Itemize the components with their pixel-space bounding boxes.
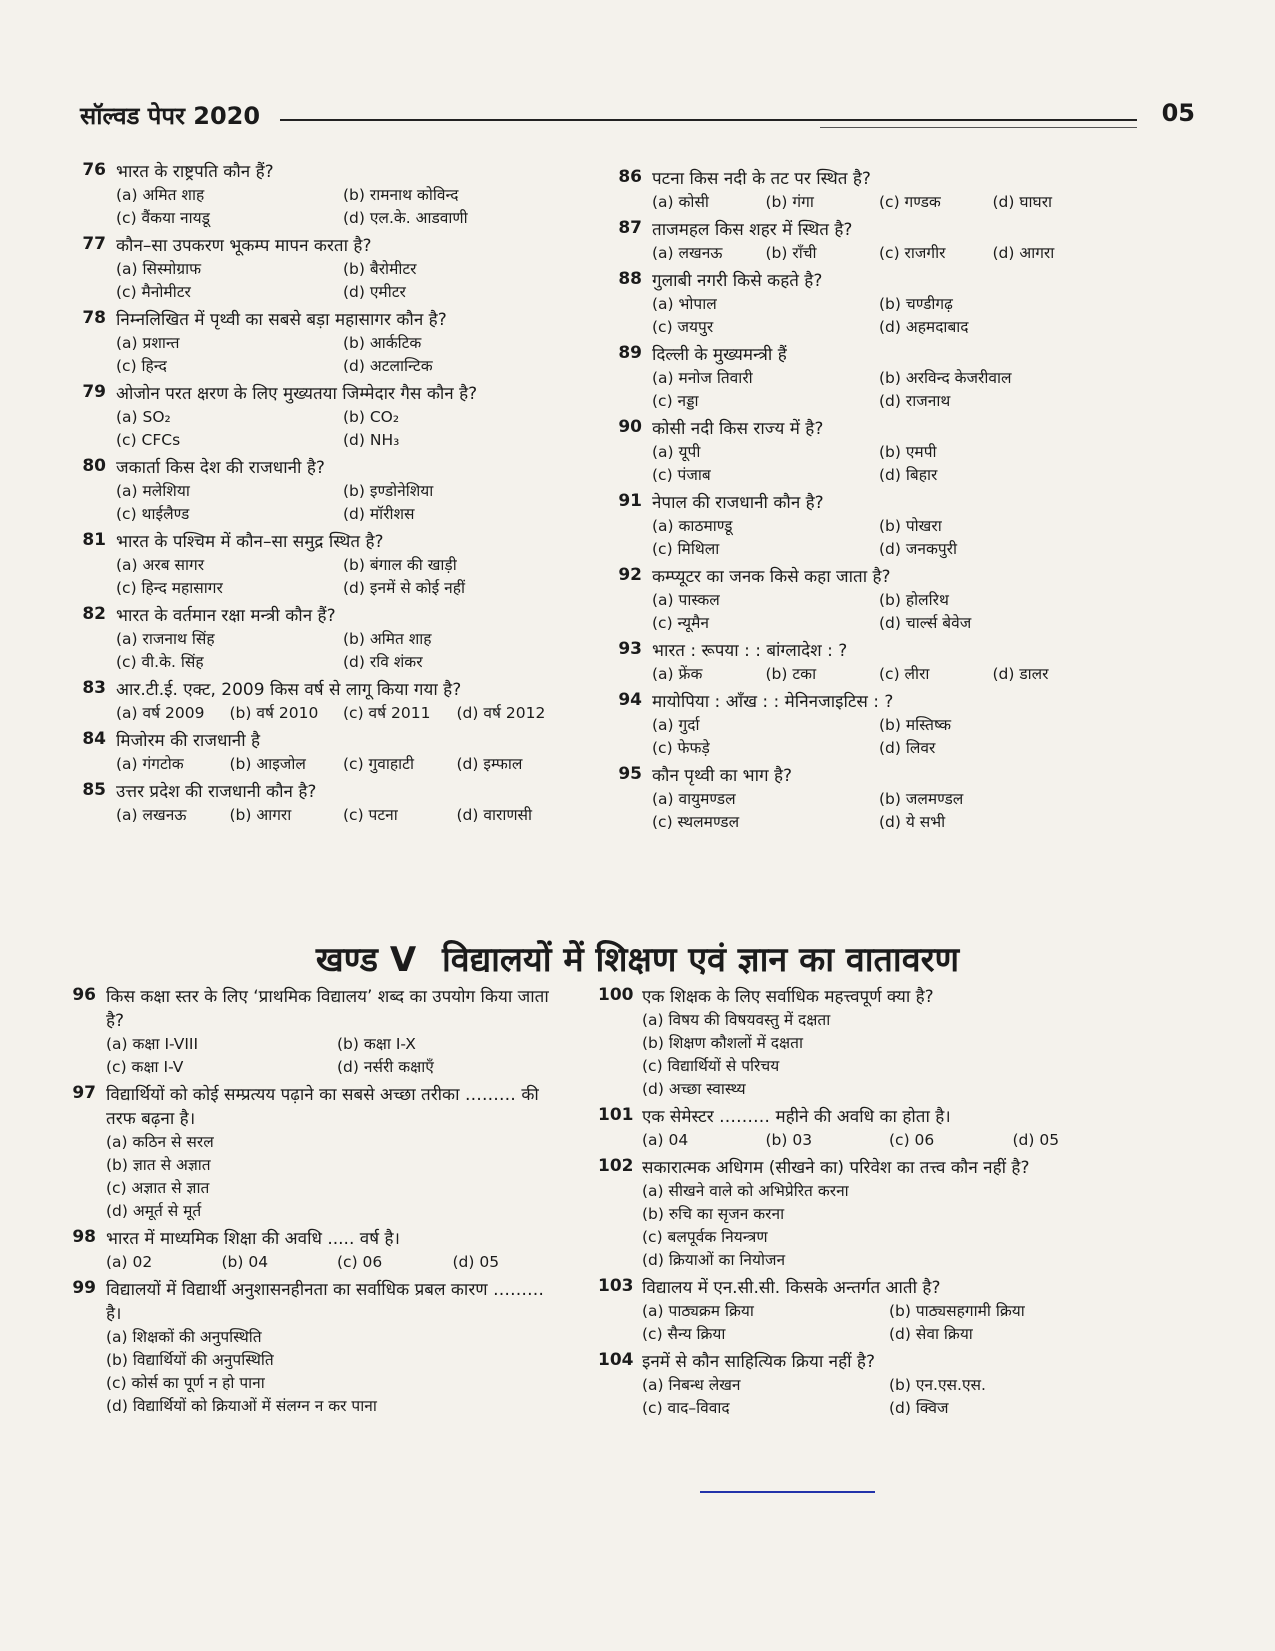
answer-option: (b) होलरिथ <box>879 591 949 609</box>
answer-option: (c) गुवाहाटी <box>343 755 414 773</box>
answer-option: (a) 04 <box>642 1131 689 1149</box>
answer-option: (d) लिवर <box>879 739 936 757</box>
answer-options <box>642 1129 1128 1152</box>
question-number: 84 <box>82 729 106 749</box>
answer-option: (d) जनकपुरी <box>879 540 958 558</box>
answer-option: (d) NH₃ <box>343 431 400 449</box>
answer-options <box>642 1009 1128 1101</box>
answer-options <box>652 441 1098 487</box>
question-item <box>72 530 562 600</box>
answer-option: (c) विद्यार्थियों से परिचय <box>642 1057 780 1075</box>
answer-option: (c) थाईलैण्ड <box>116 505 190 523</box>
question-item <box>72 780 562 827</box>
question-number: 104 <box>598 1350 634 1370</box>
answer-option: (b) राँची <box>765 244 817 262</box>
answer-option: (d) ये सभी <box>879 813 946 831</box>
answer-option: (a) लखनऊ <box>116 806 187 824</box>
answer-options <box>106 1251 560 1274</box>
answer-option: (d) डालर <box>992 665 1049 683</box>
question-item <box>598 1105 1128 1152</box>
question-text: कम्प्यूटर का जनक किसे कहा जाता है? <box>652 567 891 587</box>
answer-options <box>652 242 1098 265</box>
question-text: भारत के वर्तमान रक्षा मन्त्री कौन हैं? <box>116 606 336 626</box>
question-item <box>72 308 562 378</box>
question-number: 101 <box>598 1105 634 1125</box>
answer-option: (a) गुर्दा <box>652 716 700 734</box>
answer-option: (c) कोर्स का पूर्ण न हो पाना <box>106 1374 265 1392</box>
answer-option: (c) मैनोमीटर <box>116 283 191 301</box>
question-text: ताजमहल किस शहर में स्थित है? <box>652 220 853 240</box>
answer-option: (c) कक्षा I-V <box>106 1058 184 1076</box>
answer-option: (b) अमित शाह <box>343 630 432 648</box>
answer-options <box>116 702 562 725</box>
answer-option: (d) अमूर्त से मूर्त <box>106 1202 202 1220</box>
question-item <box>598 985 1128 1101</box>
question-text: एक शिक्षक के लिए सर्वाधिक महत्त्वपूर्ण क्या है? <box>642 987 934 1007</box>
question-item <box>608 491 1098 561</box>
question-text: किस कक्षा स्तर के लिए ‘प्राथमिक विद्यालय’ शब्द का उपयोग किया जाता है? <box>106 987 549 1031</box>
answer-option: (a) वायुमण्डल <box>652 790 736 808</box>
answer-option: (b) एमपी <box>879 443 937 461</box>
question-number: 100 <box>598 985 634 1005</box>
question-number: 98 <box>72 1227 96 1247</box>
question-number: 103 <box>598 1276 634 1296</box>
bottom-link-rule <box>700 1491 875 1493</box>
question-number: 91 <box>618 491 642 511</box>
answer-option: (b) रामनाथ कोविन्द <box>343 186 459 204</box>
answer-option: (b) पोखरा <box>879 517 942 535</box>
question-text: मायोपिया : आँख : : मेनिनजाइटिस : ? <box>652 692 894 712</box>
answer-option: (b) CO₂ <box>343 408 400 426</box>
answer-option: (d) अच्छा स्वास्थ्य <box>642 1080 746 1098</box>
question-item <box>72 729 562 776</box>
question-number: 86 <box>618 167 642 187</box>
answer-option: (b) रुचि का सृजन करना <box>642 1205 785 1223</box>
question-item <box>608 639 1098 686</box>
question-text: इनमें से कौन साहित्यिक क्रिया नहीं है? <box>642 1352 875 1372</box>
answer-option: (d) 05 <box>1012 1131 1060 1149</box>
answer-option: (d) अटलान्टिक <box>343 357 433 375</box>
question-item <box>598 1276 1128 1346</box>
question-item <box>72 604 562 674</box>
answer-option: (c) वाद–विवाद <box>642 1399 730 1417</box>
answer-option: (a) SO₂ <box>116 408 171 426</box>
answer-option: (c) हिन्द महासागर <box>116 579 223 597</box>
section-heading <box>0 935 1275 981</box>
answer-option: (a) विषय की विषयवस्तु में दक्षता <box>642 1011 831 1029</box>
answer-option: (b) इण्डोनेशिया <box>343 482 434 500</box>
answer-option: (c) गण्डक <box>879 193 941 211</box>
question-number: 97 <box>72 1083 96 1103</box>
answer-options <box>652 367 1098 413</box>
answer-options <box>652 589 1098 635</box>
question-item <box>62 1227 560 1274</box>
answer-option: (c) वर्ष 2011 <box>343 704 431 722</box>
question-number: 87 <box>618 218 642 238</box>
answer-option: (c) बलपूर्वक नियन्त्रण <box>642 1228 768 1246</box>
question-item <box>598 1156 1128 1272</box>
answer-option: (d) क्रियाओं का नियोजन <box>642 1251 786 1269</box>
right-question-column-section-v <box>598 985 1128 1424</box>
question-text: एक सेमेस्टर ……… महीने की अवधि का होता है। <box>642 1107 951 1127</box>
answer-options <box>116 804 562 827</box>
answer-options <box>652 191 1098 214</box>
answer-option: (c) स्थलमण्डल <box>652 813 740 831</box>
question-text: भारत : रूपया : : बांग्लादेश : ? <box>652 641 848 661</box>
question-item <box>608 764 1098 834</box>
answer-option: (b) एन.एस.एस. <box>889 1376 986 1394</box>
question-item <box>62 1083 560 1223</box>
answer-option: (b) शिक्षण कौशलों में दक्षता <box>642 1034 803 1052</box>
question-number: 99 <box>72 1278 96 1298</box>
answer-option: (a) प्रशान्त <box>116 334 180 352</box>
question-item <box>608 218 1098 265</box>
question-number: 89 <box>618 343 642 363</box>
section-label: खण्ड V <box>315 940 417 980</box>
answer-option: (b) गंगा <box>765 193 814 211</box>
question-item <box>608 417 1098 487</box>
answer-option: (b) बंगाल की खाड़ी <box>343 556 457 574</box>
answer-option: (c) 06 <box>889 1131 935 1149</box>
question-item <box>72 234 562 304</box>
answer-options <box>652 293 1098 339</box>
answer-option: (b) चण्डीगढ़ <box>879 295 953 313</box>
answer-option: (c) न्यूमैन <box>652 614 709 632</box>
answer-options <box>116 554 562 600</box>
question-number: 90 <box>618 417 642 437</box>
question-item <box>62 985 560 1079</box>
question-item <box>72 160 562 230</box>
answer-option: (c) CFCs <box>116 431 181 449</box>
answer-options <box>116 753 562 776</box>
header-title: सॉल्वड पेपर 2020 <box>80 102 261 130</box>
question-text: निम्नलिखित में पृथ्वी का सबसे बड़ा महासागर कौन है? <box>116 310 447 330</box>
answer-option: (a) पाठ्यक्रम क्रिया <box>642 1302 754 1320</box>
question-item <box>608 269 1098 339</box>
answer-option: (d) इम्फाल <box>456 755 523 773</box>
question-text: कौन पृथ्वी का भाग है? <box>652 766 793 786</box>
question-text: विद्यालय में एन.सी.सी. किसके अन्तर्गत आती है? <box>642 1278 941 1298</box>
answer-options <box>106 1033 560 1079</box>
answer-option: (b) मस्तिष्क <box>879 716 952 734</box>
question-text: विद्यालयों में विद्यार्थी अनुशासनहीनता का सर्वाधिक प्रबल कारण ……… है। <box>106 1280 544 1324</box>
answer-option: (d) क्विज <box>889 1399 949 1417</box>
answer-option: (b) टका <box>765 665 817 683</box>
answer-option: (d) अहमदाबाद <box>879 318 969 336</box>
answer-option: (a) काठमाण्डू <box>652 517 733 535</box>
answer-options <box>116 184 562 230</box>
answer-option: (b) पाठ्यसहगामी क्रिया <box>889 1302 1025 1320</box>
question-number: 88 <box>618 269 642 289</box>
question-number: 95 <box>618 764 642 784</box>
question-text: गुलाबी नगरी किसे कहते है? <box>652 271 823 291</box>
question-text: भारत के राष्ट्रपति कौन हैं? <box>116 162 274 182</box>
question-number: 83 <box>82 678 106 698</box>
question-text: नेपाल की राजधानी कौन है? <box>652 493 824 513</box>
header-rule <box>280 119 1137 121</box>
answer-option: (b) विद्यार्थियों की अनुपस्थिति <box>106 1351 274 1369</box>
answer-option: (d) विद्यार्थियों को क्रियाओं में संलग्न न कर पाना <box>106 1397 377 1415</box>
answer-options <box>116 258 562 304</box>
answer-option: (a) वर्ष 2009 <box>116 704 205 722</box>
question-text: जकार्ता किस देश की राजधानी है? <box>116 458 325 478</box>
question-text: ओजोन परत क्षरण के लिए मुख्यतया जिम्मेदार गैस कौन है? <box>116 384 478 404</box>
answer-option: (d) एमीटर <box>343 283 406 301</box>
question-text: कोसी नदी किस राज्य में है? <box>652 419 824 439</box>
answer-options <box>652 663 1098 686</box>
question-item <box>72 678 562 725</box>
answer-option: (d) रवि शंकर <box>343 653 423 671</box>
question-text: दिल्ली के मुख्यमन्त्री हैं <box>652 345 787 365</box>
question-item <box>608 343 1098 413</box>
question-item <box>72 382 562 452</box>
answer-option: (b) कक्षा I-X <box>337 1035 416 1053</box>
answer-option: (d) आगरा <box>992 244 1055 262</box>
question-text: विद्यार्थियों को कोई सम्प्रत्यय पढ़ाने का सबसे अच्छा तरीका ……… की तरफ बढ़ना है। <box>106 1085 539 1129</box>
answer-option: (a) 02 <box>106 1253 153 1271</box>
answer-option: (a) निबन्ध लेखन <box>642 1376 741 1394</box>
answer-option: (a) पास्कल <box>652 591 720 609</box>
left-question-column <box>72 160 562 831</box>
answer-option: (c) जयपुर <box>652 318 714 336</box>
question-text: कौन–सा उपकरण भूकम्प मापन करता है? <box>116 236 372 256</box>
question-text: मिजोरम की राजधानी है <box>116 731 261 751</box>
question-number: 80 <box>82 456 106 476</box>
answer-options <box>642 1180 1128 1272</box>
header-rule-thin <box>820 127 1137 128</box>
answer-option: (c) मिथिला <box>652 540 720 558</box>
answer-option: (b) आगरा <box>229 806 292 824</box>
answer-option: (d) घाघरा <box>992 193 1053 211</box>
question-text: उत्तर प्रदेश की राजधानी कौन है? <box>116 782 317 802</box>
answer-option: (c) लीरा <box>879 665 930 683</box>
answer-option: (b) ज्ञात से अज्ञात <box>106 1156 211 1174</box>
page-number: 05 <box>1161 99 1195 127</box>
question-text: पटना किस नदी के तट पर स्थित है? <box>652 169 871 189</box>
answer-options <box>652 515 1098 561</box>
answer-option: (b) आइजोल <box>229 755 306 773</box>
question-number: 96 <box>72 985 96 1005</box>
answer-option: (c) फेफड़े <box>652 739 710 757</box>
answer-option: (a) यूपी <box>652 443 701 461</box>
question-number: 102 <box>598 1156 634 1176</box>
answer-option: (d) चार्ल्स बेवेज <box>879 614 972 632</box>
answer-option: (d) वाराणसी <box>456 806 533 824</box>
answer-options <box>116 406 562 452</box>
answer-option: (a) सिस्मोग्राफ <box>116 260 202 278</box>
answer-option: (d) एल.के. आडवाणी <box>343 209 468 227</box>
answer-option: (b) 04 <box>221 1253 269 1271</box>
answer-option: (a) मनोज तिवारी <box>652 369 753 387</box>
answer-option: (c) 06 <box>337 1253 383 1271</box>
answer-option: (b) 03 <box>765 1131 813 1149</box>
question-number: 81 <box>82 530 106 550</box>
answer-option: (a) भोपाल <box>652 295 717 313</box>
question-number: 85 <box>82 780 106 800</box>
right-question-column <box>608 167 1098 838</box>
section-title: विद्यालयों में शिक्षण एवं ज्ञान का वातावरण <box>442 940 960 980</box>
answer-option: (a) सीखने वाले को अभिप्रेरित करना <box>642 1182 849 1200</box>
question-item <box>72 456 562 526</box>
answer-option: (b) अरविन्द केजरीवाल <box>879 369 1012 387</box>
answer-option: (c) पटना <box>343 806 398 824</box>
answer-option: (d) नर्सरी कक्षाएँ <box>337 1058 434 1076</box>
answer-option: (c) राजगीर <box>879 244 946 262</box>
answer-options <box>652 788 1098 834</box>
answer-option: (a) लखनऊ <box>652 244 723 262</box>
question-number: 76 <box>82 160 106 180</box>
answer-options <box>116 332 562 378</box>
answer-option: (a) कोसी <box>652 193 709 211</box>
page-header <box>80 95 1195 135</box>
answer-options <box>652 714 1098 760</box>
question-text: भारत में माध्यमिक शिक्षा की अवधि ..... वर्ष है। <box>106 1229 400 1249</box>
answer-option: (a) शिक्षकों की अनुपस्थिति <box>106 1328 262 1346</box>
question-number: 93 <box>618 639 642 659</box>
answer-option: (b) आर्कटिक <box>343 334 422 352</box>
question-number: 92 <box>618 565 642 585</box>
answer-option: (a) मलेशिया <box>116 482 190 500</box>
answer-options <box>106 1131 560 1223</box>
answer-option: (a) राजनाथ सिंह <box>116 630 215 648</box>
answer-options <box>642 1300 1128 1346</box>
answer-option: (c) अज्ञात से ज्ञात <box>106 1179 210 1197</box>
question-item <box>598 1350 1128 1420</box>
answer-option: (a) अरब सागर <box>116 556 205 574</box>
answer-option: (b) वर्ष 2010 <box>229 704 319 722</box>
answer-option: (d) सेवा क्रिया <box>889 1325 973 1343</box>
question-number: 78 <box>82 308 106 328</box>
left-question-column-section-v <box>62 985 560 1422</box>
answer-options <box>116 480 562 526</box>
question-text: आर.टी.ई. एक्ट, 2009 किस वर्ष से लागू किया गया है? <box>116 680 462 700</box>
question-text: भारत के पश्चिम में कौन–सा समुद्र स्थित है? <box>116 532 384 552</box>
answer-option: (a) अमित शाह <box>116 186 205 204</box>
answer-options <box>642 1374 1128 1420</box>
answer-option: (a) गंगटोक <box>116 755 184 773</box>
answer-option: (a) कठिन से सरल <box>106 1133 214 1151</box>
answer-option: (c) वी.के. सिंह <box>116 653 204 671</box>
answer-options <box>106 1326 560 1418</box>
question-item <box>62 1278 560 1418</box>
answer-option: (a) कक्षा I-VIII <box>106 1035 199 1053</box>
question-number: 94 <box>618 690 642 710</box>
answer-option: (b) जलमण्डल <box>879 790 964 808</box>
answer-option: (d) बिहार <box>879 466 938 484</box>
question-number: 79 <box>82 382 106 402</box>
answer-option: (d) इनमें से कोई नहीं <box>343 579 465 597</box>
answer-option: (c) नड्डा <box>652 392 699 410</box>
question-text: सकारात्मक अधिगम (सीखने का) परिवेश का तत्त्व कौन नहीं है? <box>642 1158 1030 1178</box>
question-item <box>608 690 1098 760</box>
answer-option: (b) बैरोमीटर <box>343 260 417 278</box>
answer-option: (d) 05 <box>452 1253 500 1271</box>
answer-options <box>116 628 562 674</box>
answer-option: (c) हिन्द <box>116 357 167 375</box>
answer-option: (a) फ्रेंक <box>652 665 703 683</box>
answer-option: (d) राजनाथ <box>879 392 951 410</box>
answer-option: (c) सैन्य क्रिया <box>642 1325 726 1343</box>
question-number: 82 <box>82 604 106 624</box>
question-item <box>608 565 1098 635</box>
answer-option: (d) मॉरीशस <box>343 505 415 523</box>
answer-option: (c) वैंकया नायडू <box>116 209 210 227</box>
answer-option: (c) पंजाब <box>652 466 711 484</box>
answer-option: (d) वर्ष 2012 <box>456 704 546 722</box>
question-number: 77 <box>82 234 106 254</box>
question-item <box>608 167 1098 214</box>
